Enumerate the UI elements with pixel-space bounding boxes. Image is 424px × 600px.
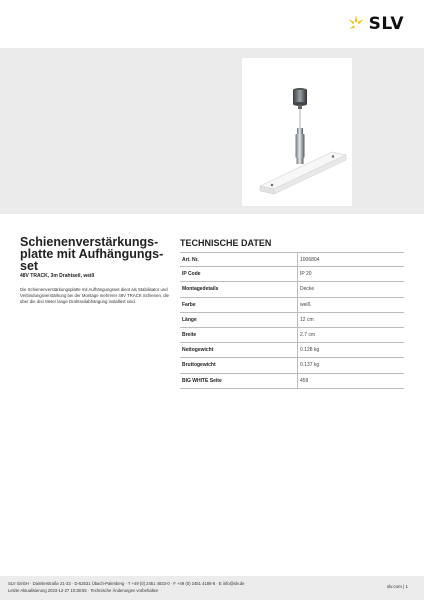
footer-page-number: slv.com | 1 bbox=[386, 584, 408, 589]
spec-row-width bbox=[180, 328, 404, 343]
spec-value: 459 bbox=[297, 374, 404, 388]
footer-company-info: SLV GmbH · Daimlerstraße 21-23 · D-52531 Übach-Palenberg · T +49 (0) 2451 4833-0 · F +49 (0) 2451 4188-8 · E info@slv.de bbox=[8, 581, 245, 586]
spec-value: 0.128 kg bbox=[297, 343, 404, 357]
spec-label: Art. Nr. bbox=[182, 256, 199, 263]
spec-value: Decke bbox=[297, 282, 404, 296]
spec-label: IP Code bbox=[182, 271, 201, 278]
product-title: Schienenverstärkungs- platte mit Aufhängungs- set bbox=[20, 235, 164, 273]
footer bbox=[0, 576, 424, 600]
spec-label: Breite bbox=[182, 332, 197, 339]
spec-row-catalog-page bbox=[180, 374, 404, 389]
specs-heading: TECHNISCHE DATEN bbox=[180, 238, 272, 248]
spec-row-gross-weight bbox=[180, 358, 404, 373]
product-description: Die Schienenverstärkungsplatte mit Aufhängungsset dient als Stabilisator und Verbindungsverstärkung bei der Montage mehrerer 48V TRACK Schienen, die über die drei Meter lange Drahtseilabhängung installiert sind. bbox=[20, 287, 169, 305]
brand-name: SLV bbox=[368, 14, 404, 34]
spec-row-mounting bbox=[180, 282, 404, 297]
spec-row-ip-code bbox=[180, 267, 404, 282]
spec-label: Länge bbox=[182, 316, 197, 323]
hero-banner bbox=[0, 48, 424, 214]
spec-label: Farbe bbox=[182, 301, 196, 308]
product-subtitle: 48V TRACK, 3m Drahtseil, weiß bbox=[20, 273, 95, 279]
product-image bbox=[242, 58, 352, 206]
track-reinforcement-plate-illustration bbox=[242, 58, 352, 206]
spec-value: IP 20 bbox=[297, 267, 404, 281]
spec-row-net-weight bbox=[180, 343, 404, 358]
brand-logo bbox=[346, 14, 404, 34]
sun-logo-icon bbox=[346, 14, 366, 34]
spec-value: 1006804 bbox=[297, 253, 404, 266]
spec-label: Nettogewicht bbox=[182, 347, 214, 354]
spec-row-length bbox=[180, 313, 404, 328]
footer-last-updated: Letzte Aktualisierung 2023-12-27 10:38:55 · Technische Änderungen vorbehalten bbox=[8, 588, 159, 593]
specs-table bbox=[180, 252, 404, 389]
spec-row-color bbox=[180, 298, 404, 313]
spec-value: 0.137 kg bbox=[297, 358, 404, 372]
spec-row-article-number bbox=[180, 252, 404, 267]
spec-value: 2.7 cm bbox=[297, 328, 404, 342]
spec-label: Bruttogewicht bbox=[182, 362, 216, 369]
spec-label: BIG WHITE Seite bbox=[182, 377, 222, 384]
spec-value: 12 cm bbox=[297, 313, 404, 327]
spec-value: weiß bbox=[297, 298, 404, 312]
spec-label: Montagedetails bbox=[182, 286, 219, 293]
